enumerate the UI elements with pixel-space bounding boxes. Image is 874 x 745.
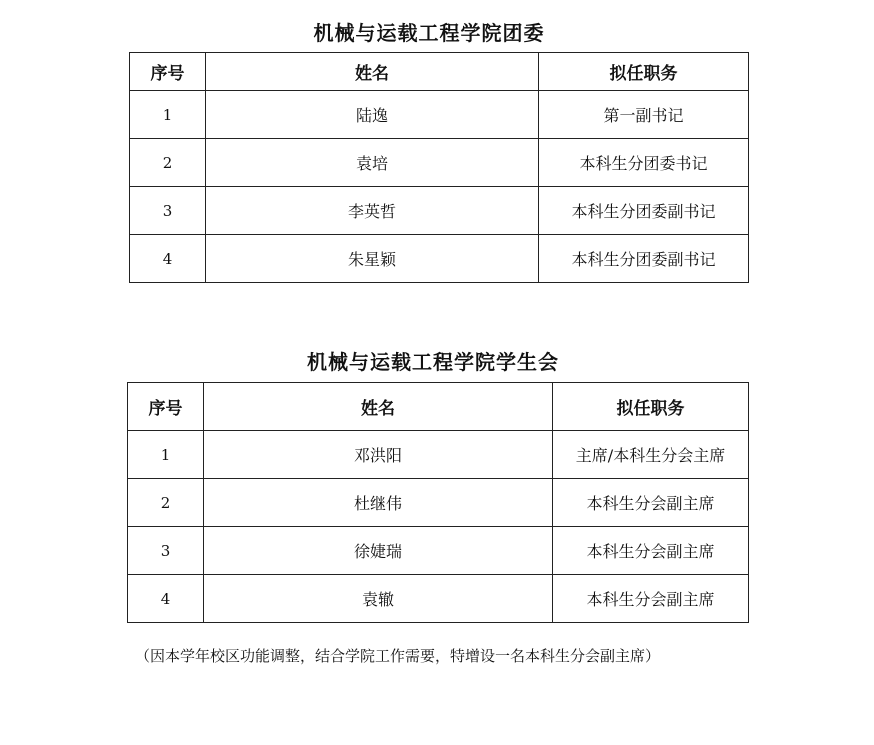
row-name: 袁培 bbox=[206, 139, 539, 187]
row-number: 4 bbox=[130, 235, 206, 283]
row-position: 本科生分会副主席 bbox=[553, 479, 749, 527]
row-name: 袁辙 bbox=[204, 575, 553, 623]
row-number: 2 bbox=[130, 139, 206, 187]
header-position: 拟任职务 bbox=[539, 53, 749, 91]
table-row bbox=[130, 91, 749, 139]
table-row bbox=[130, 187, 749, 235]
row-name: 邓洪阳 bbox=[204, 431, 553, 479]
row-position: 本科生分团委副书记 bbox=[539, 187, 749, 235]
row-name: 李英哲 bbox=[206, 187, 539, 235]
row-number: 2 bbox=[128, 479, 204, 527]
row-name: 徐婕瑞 bbox=[204, 527, 553, 575]
table-row bbox=[128, 575, 749, 623]
header-name: 姓名 bbox=[204, 383, 553, 431]
row-position: 第一副书记 bbox=[539, 91, 749, 139]
footnote: （因本学年校区功能调整，结合学院工作需要，特增设一名本科生分会副主席） bbox=[135, 647, 661, 665]
row-position: 本科生分会副主席 bbox=[553, 575, 749, 623]
youth-league-table bbox=[129, 52, 749, 283]
table-row bbox=[130, 235, 749, 283]
row-name: 杜继伟 bbox=[204, 479, 553, 527]
row-number: 3 bbox=[128, 527, 204, 575]
header-number: 序号 bbox=[130, 53, 206, 91]
youth-league-title: 机械与运载工程学院团委 bbox=[313, 21, 545, 45]
row-name: 朱星颖 bbox=[206, 235, 539, 283]
row-name: 陆逸 bbox=[206, 91, 539, 139]
row-number: 1 bbox=[130, 91, 206, 139]
row-position: 本科生分团委书记 bbox=[539, 139, 749, 187]
table-header-row bbox=[130, 53, 749, 91]
table-row bbox=[128, 431, 749, 479]
row-position: 主席/本科生分会主席 bbox=[553, 431, 749, 479]
student-union-title: 机械与运载工程学院学生会 bbox=[307, 350, 559, 374]
row-position: 本科生分团委副书记 bbox=[539, 235, 749, 283]
table-row bbox=[130, 139, 749, 187]
header-position: 拟任职务 bbox=[553, 383, 749, 431]
header-number: 序号 bbox=[128, 383, 204, 431]
header-name: 姓名 bbox=[206, 53, 539, 91]
table-header-row bbox=[128, 383, 749, 431]
row-number: 4 bbox=[128, 575, 204, 623]
row-position: 本科生分会副主席 bbox=[553, 527, 749, 575]
row-number: 1 bbox=[128, 431, 204, 479]
row-number: 3 bbox=[130, 187, 206, 235]
table-row bbox=[128, 479, 749, 527]
student-union-table bbox=[127, 382, 749, 623]
table-row bbox=[128, 527, 749, 575]
